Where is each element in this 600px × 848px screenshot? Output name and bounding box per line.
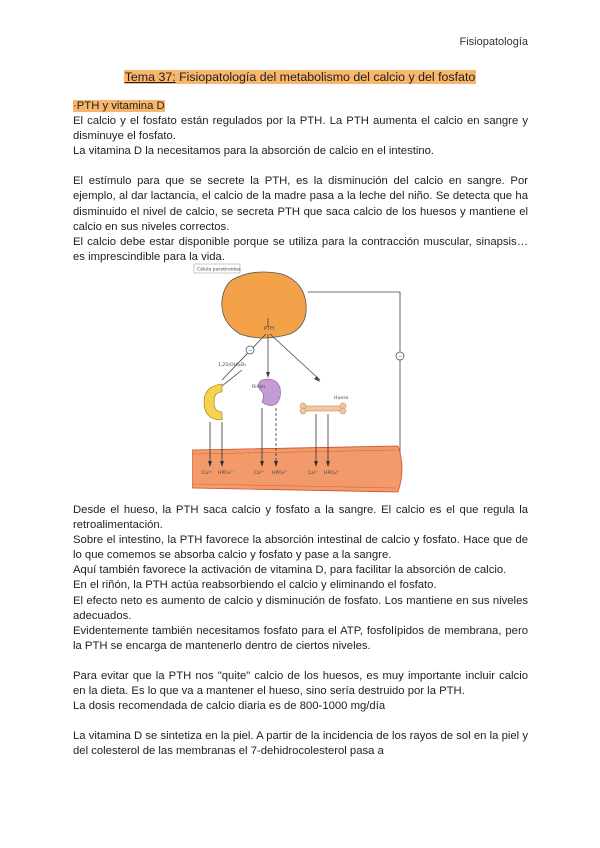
vitd-minus: − [248, 349, 253, 354]
blood-vessel [192, 446, 402, 492]
hpo4-label-kidney: HPO₄²⁻ [272, 471, 288, 476]
feedback-arrow [308, 292, 403, 468]
intestine-shape [204, 384, 222, 420]
paragraph: El calcio y el fosfato están regulados por la PTH. La PTH aumenta el calcio en sangre y disminuye el fosfato. [73, 115, 528, 143]
gland-label: Célula paratiroidea [197, 267, 241, 273]
section-pth-vitd [73, 99, 528, 265]
section-effects [73, 503, 528, 759]
paragraph: En el riñón, la PTH actúa reabsorbiendo el calcio y eliminando el fosfato. [73, 579, 437, 592]
page-title [0, 70, 600, 84]
paragraph: El calcio debe estar disponible porque se utiliza para la contracción muscular, sinapsis… es imprescindible para la vida. [73, 235, 528, 263]
paragraph: La dosis recomendada de calcio diaria es de 800-1000 mg/día [73, 700, 386, 713]
ca-label-bone: Ca²⁺ [308, 471, 319, 476]
paragraph: Sobre el intestino, la PTH favorece la absorción intestinal de calcio y fosfato. Hace que de lo que comemos se absorba calcio y fosfato y pase a la sangre. [73, 534, 528, 562]
title-prefix: Tema 37: [124, 70, 176, 84]
kidney-shape [258, 379, 280, 406]
ca-label-intestine: Ca²⁺ [202, 471, 213, 476]
kidney-label: Riñón [252, 385, 266, 390]
vitd-label: 1,25(OH)₂D₃ [218, 363, 247, 368]
pth-label: PTH [264, 326, 274, 332]
paragraph: Evidentemente también necesitamos fosfato para el ATP, fosfolípidos de membrana, pero la PTH se encarga de mantenerlo dentro de ciertos niveles. [73, 624, 528, 652]
subheading: ·PTH y vitamina D [73, 100, 165, 112]
hpo4-label-intestine: HPO₄²⁻ [218, 471, 234, 476]
paragraph: La vitamina D se sintetiza en la piel. A partir de la incidencia de los rayos de sol en la piel y del colesterol de las membranas el 7-dehidrocolesterol pasa a [73, 730, 528, 758]
bone-label: Hueso [334, 396, 349, 401]
paragraph: Desde el hueso, la PTH saca calcio y fosfato a la sangre. El calcio es el que regula la retroalimentación. [73, 504, 528, 532]
paragraph: Aquí también favorece la activación de vitamina D, para facilitar la absorción de calcio. [73, 564, 507, 577]
paragraph: La vitamina D la necesitamos para la absorción de calcio en el intestino. [73, 145, 435, 158]
running-header: Fisiopatología [459, 36, 528, 48]
bone-shape [304, 406, 342, 411]
ca-label-kidney: Ca²⁺ [254, 471, 265, 476]
pth-regulation-figure [192, 262, 414, 500]
hpo4-label-bone: HPO₄²⁻ [324, 471, 340, 476]
feedback-minus: − [398, 355, 403, 360]
paragraph: El estímulo para que se secrete la PTH, es la disminución del calcio en sangre. Por ejemplo, al dar lactancia, el calcio de la madre pasa a la leche del niño. Se detecta que ha disminuido el nivel de calcio, se secreta PTH que saca calcio de los huesos y mantiene el calcio en sus niveles correctos. [73, 175, 528, 233]
title-text: Fisiopatología del metabolismo del calcio y del fosfato [175, 70, 476, 84]
paragraph: Para evitar que la PTH nos "quite" calcio de los huesos, es muy importante incluir calcio en la dieta. Es lo que va a mantener el hueso, sino sería destruido por la PTH. [73, 669, 528, 698]
paragraph: El efecto neto es aumento de calcio y disminución de fosfato. Los mantiene en sus niveles adecuados. [73, 594, 528, 622]
